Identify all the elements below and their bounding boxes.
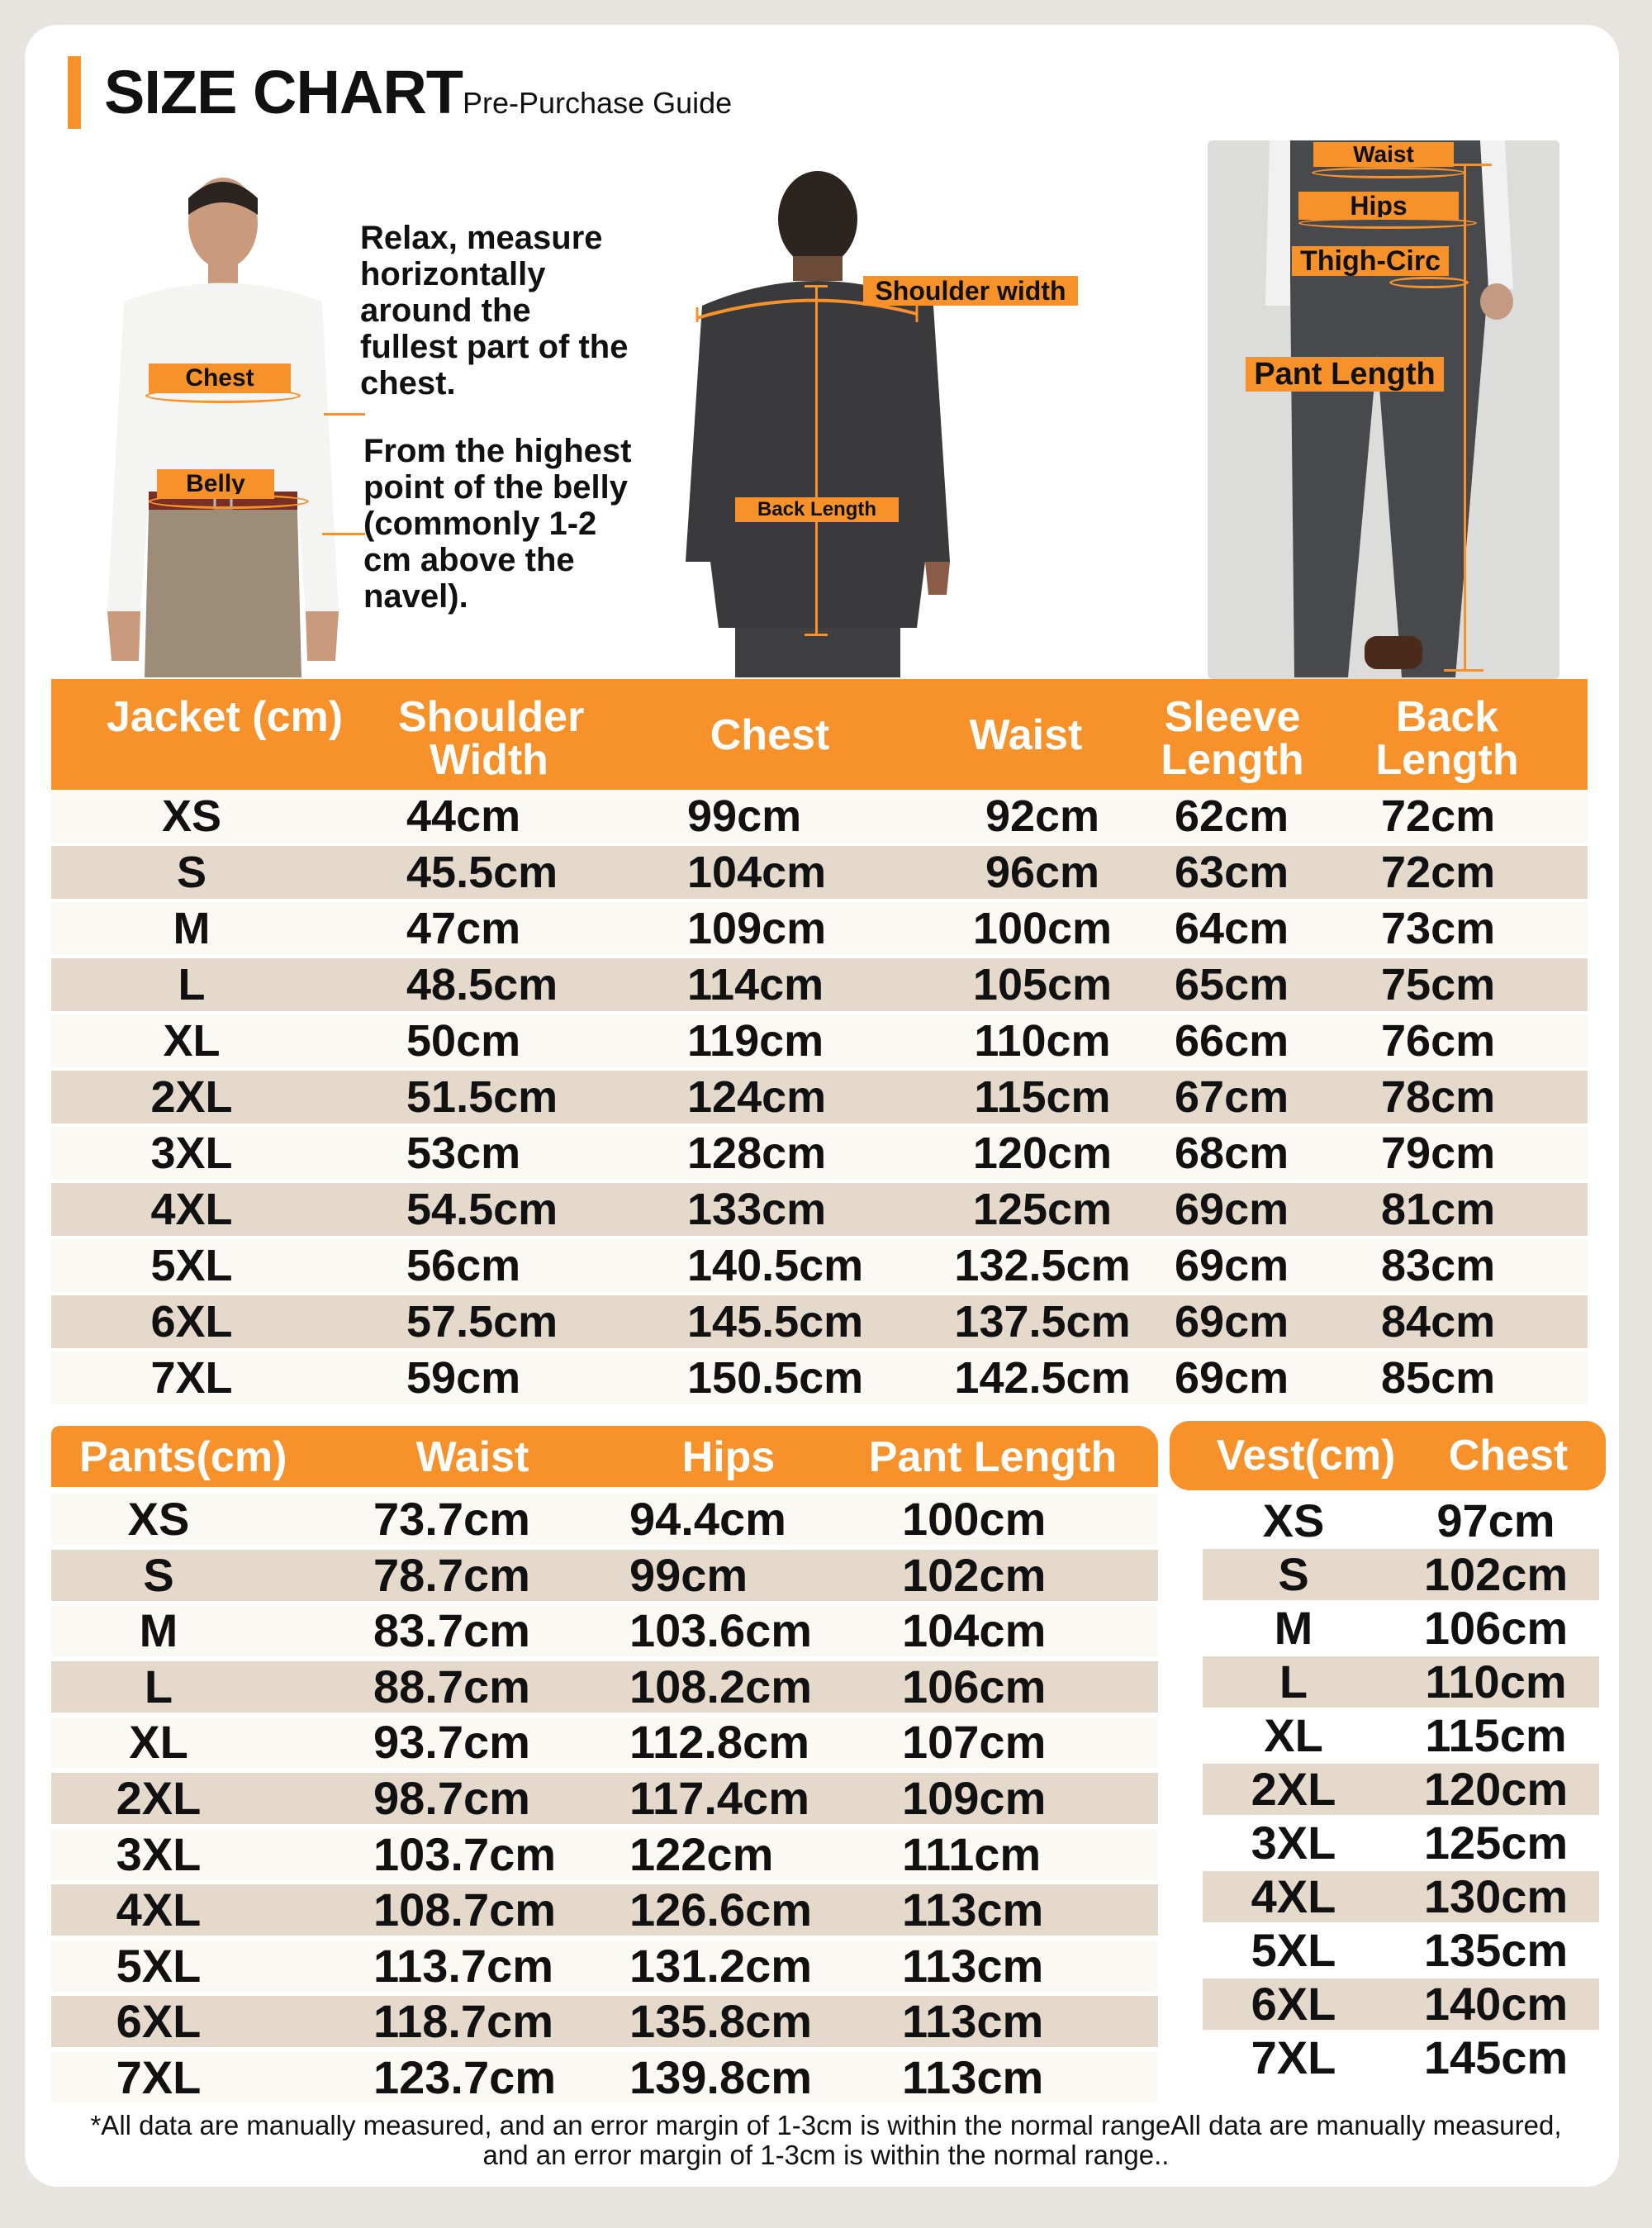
- table-cell: 45.5cm: [406, 848, 558, 897]
- table-cell: 69cm: [1175, 1185, 1289, 1234]
- table-cell: 139.8cm: [629, 2051, 813, 2103]
- pants-col-length: Pant Length: [868, 1433, 1118, 1481]
- table-cell: 67cm: [1175, 1072, 1289, 1122]
- table-cell: 130cm: [1423, 1870, 1569, 1922]
- table-cell: 84cm: [1381, 1297, 1496, 1347]
- table-row: [51, 1295, 1588, 1348]
- table-cell: XS: [127, 1493, 190, 1545]
- belly-leader-line: [322, 533, 365, 535]
- belly-instruction: From the highest point of the belly (commonly 1-2 cm above the navel).: [363, 433, 632, 615]
- chest-label: Chest: [149, 363, 291, 393]
- table-cell: M: [173, 904, 211, 953]
- table-cell: 103.7cm: [373, 1827, 557, 1880]
- table-cell: 47cm: [406, 904, 521, 953]
- table-cell: 111cm: [902, 1827, 1042, 1880]
- jacket-col-back: Back Length: [1375, 693, 1519, 784]
- table-row: [51, 790, 1588, 843]
- table-cell: 108.2cm: [629, 1660, 813, 1713]
- table-cell: 79cm: [1381, 1128, 1496, 1178]
- back-length-label: Back Length: [735, 497, 899, 522]
- table-cell: 69cm: [1175, 1241, 1289, 1290]
- table-cell: 5XL: [116, 1939, 202, 1992]
- table-cell: 3XL: [116, 1827, 202, 1880]
- table-cell: 88.7cm: [373, 1660, 530, 1713]
- table-row: [1203, 1979, 1599, 2030]
- table-cell: 133cm: [687, 1185, 827, 1234]
- table-cell: 7XL: [116, 2051, 202, 2103]
- page-title: SIZE CHART: [104, 58, 463, 126]
- table-cell: 50cm: [406, 1016, 521, 1066]
- table-cell: 81cm: [1381, 1185, 1496, 1234]
- table-cell: 6XL: [150, 1297, 233, 1347]
- table-cell: 104cm: [687, 848, 827, 897]
- table-cell: 125cm: [1423, 1817, 1569, 1869]
- jacket-col-shoulder: Shoulder Width: [398, 693, 585, 784]
- table-cell: 100cm: [972, 904, 1113, 953]
- table-cell: 54.5cm: [406, 1185, 558, 1234]
- table-cell: 78cm: [1381, 1072, 1496, 1122]
- table-cell: 99cm: [629, 1548, 748, 1601]
- table-cell: 110cm: [1425, 1656, 1567, 1708]
- table-row: [51, 902, 1588, 955]
- table-cell: 78.7cm: [373, 1548, 530, 1601]
- table-row: [51, 1014, 1588, 1067]
- table-cell: 115cm: [1425, 1709, 1567, 1761]
- table-cell: 2XL: [150, 1072, 233, 1122]
- table-cell: 104cm: [902, 1604, 1047, 1657]
- table-cell: 137.5cm: [954, 1297, 1131, 1347]
- hips-label: Hips: [1298, 192, 1459, 220]
- table-row: [1203, 1925, 1599, 1976]
- table-row: [51, 1884, 1158, 1936]
- table-cell: 6XL: [116, 1995, 202, 2048]
- chest-measure-line: [145, 388, 301, 403]
- table-cell: 99cm: [687, 791, 802, 841]
- table-cell: 7XL: [1251, 2031, 1336, 2083]
- table-cell: XL: [129, 1716, 188, 1769]
- man-back-illustration: [677, 165, 1123, 677]
- table-cell: 106cm: [1423, 1602, 1569, 1654]
- table-cell: 72cm: [1381, 791, 1496, 841]
- table-cell: 109cm: [687, 904, 827, 953]
- table-cell: 5XL: [150, 1241, 233, 1290]
- table-row: [1203, 2032, 1599, 2083]
- table-cell: L: [1279, 1656, 1308, 1708]
- table-cell: 150.5cm: [687, 1353, 864, 1403]
- pant-length-label: Pant Length: [1246, 357, 1444, 392]
- waist-label: Waist: [1313, 142, 1454, 167]
- jacket-col-size: Jacket (cm): [106, 693, 344, 741]
- thigh-circ-label: Thigh-Circ: [1292, 246, 1449, 276]
- table-cell: 102cm: [1423, 1548, 1569, 1600]
- table-cell: 73.7cm: [373, 1493, 530, 1545]
- table-cell: 48.5cm: [406, 960, 558, 1009]
- table-cell: 122cm: [629, 1827, 774, 1880]
- table-cell: 83.7cm: [373, 1604, 530, 1657]
- table-cell: 140cm: [1423, 1978, 1569, 2030]
- table-row: [51, 958, 1588, 1011]
- table-cell: 120cm: [1423, 1763, 1569, 1815]
- thigh-measure-line: [1389, 277, 1469, 288]
- table-cell: 107cm: [902, 1716, 1047, 1769]
- table-row: [1203, 1710, 1599, 1761]
- table-cell: 2XL: [1251, 1763, 1336, 1815]
- jacket-table-header: [51, 679, 1588, 790]
- table-cell: 132.5cm: [954, 1241, 1131, 1290]
- table-row: [1203, 1549, 1599, 1600]
- table-row: [51, 1550, 1158, 1601]
- table-cell: 113.7cm: [373, 1939, 553, 1992]
- table-cell: XS: [161, 791, 222, 841]
- table-cell: 124cm: [687, 1072, 827, 1122]
- table-cell: 117.4cm: [629, 1772, 809, 1824]
- table-cell: 93.7cm: [373, 1716, 530, 1769]
- table-cell: 128cm: [687, 1128, 827, 1178]
- page-subtitle: Pre-Purchase Guide: [463, 86, 733, 120]
- table-cell: 145.5cm: [687, 1297, 864, 1347]
- table-cell: M: [1274, 1602, 1313, 1654]
- table-cell: 102cm: [902, 1548, 1047, 1601]
- table-cell: 113cm: [902, 1939, 1044, 1992]
- table-cell: 65cm: [1175, 960, 1289, 1009]
- table-cell: 3XL: [150, 1128, 233, 1178]
- table-cell: 72cm: [1381, 848, 1496, 897]
- table-cell: 113cm: [902, 2051, 1044, 2103]
- table-row: [51, 1183, 1588, 1236]
- table-cell: 97cm: [1436, 1494, 1555, 1546]
- table-row: [1203, 1764, 1599, 1815]
- pants-col-size: Pants(cm): [79, 1433, 287, 1481]
- table-cell: 96cm: [985, 848, 1100, 897]
- table-cell: 83cm: [1381, 1241, 1496, 1290]
- belly-measure-line: [149, 494, 309, 509]
- table-cell: 135cm: [1423, 1924, 1569, 1976]
- table-cell: 140.5cm: [687, 1241, 864, 1290]
- pants-table-header: [51, 1426, 1158, 1487]
- table-row: [51, 1352, 1588, 1404]
- table-cell: 142.5cm: [954, 1353, 1131, 1403]
- belly-label: Belly: [157, 469, 274, 499]
- table-cell: 105cm: [972, 960, 1113, 1009]
- vest-col-chest: Chest: [1448, 1432, 1569, 1480]
- pant-length-top-cap: [1452, 164, 1492, 166]
- pants-measure-figure: [1208, 140, 1559, 679]
- table-cell: 106cm: [902, 1660, 1047, 1713]
- table-cell: S: [176, 848, 207, 897]
- table-cell: 123.7cm: [373, 2051, 557, 2103]
- table-cell: 4XL: [116, 1884, 202, 1936]
- table-cell: 145cm: [1423, 2031, 1569, 2083]
- table-row: [51, 2052, 1158, 2103]
- table-cell: M: [139, 1604, 178, 1657]
- table-cell: 85cm: [1381, 1353, 1496, 1403]
- vest-table-header: [1170, 1421, 1606, 1490]
- table-row: [51, 1605, 1158, 1656]
- jacket-col-chest: Chest: [710, 711, 830, 759]
- table-cell: 68cm: [1175, 1128, 1289, 1178]
- table-row: [51, 1239, 1588, 1292]
- table-cell: 119cm: [687, 1016, 824, 1066]
- table-cell: 114cm: [687, 960, 824, 1009]
- table-cell: 66cm: [1175, 1016, 1289, 1066]
- table-cell: L: [144, 1660, 173, 1713]
- table-row: [51, 1996, 1158, 2047]
- title-accent-bar: [68, 56, 81, 129]
- table-cell: 64cm: [1175, 904, 1289, 953]
- table-cell: 100cm: [902, 1493, 1047, 1545]
- table-cell: XL: [163, 1016, 221, 1066]
- table-cell: XL: [1264, 1709, 1323, 1761]
- table-cell: 75cm: [1381, 960, 1496, 1009]
- table-cell: 56cm: [406, 1241, 521, 1290]
- back-length-top-cap: [805, 285, 828, 287]
- front-measure-figure: [91, 165, 355, 677]
- waist-measure-line: [1312, 167, 1465, 178]
- table-cell: 110cm: [974, 1016, 1111, 1066]
- table-cell: 51.5cm: [406, 1072, 558, 1122]
- table-cell: 62cm: [1175, 791, 1289, 841]
- table-cell: 69cm: [1175, 1353, 1289, 1403]
- pant-length-line: [1464, 165, 1466, 669]
- hips-measure-line: [1298, 217, 1477, 229]
- table-cell: 44cm: [406, 791, 521, 841]
- vest-col-size: Vest(cm): [1216, 1432, 1396, 1480]
- man-front-illustration: [91, 165, 355, 677]
- back-length-bottom-cap: [805, 634, 828, 636]
- table-cell: 94.4cm: [629, 1493, 786, 1545]
- table-cell: S: [143, 1548, 174, 1601]
- table-row: [51, 1127, 1588, 1180]
- table-cell: 6XL: [1251, 1978, 1336, 2030]
- table-cell: 98.7cm: [373, 1772, 530, 1824]
- table-cell: L: [178, 960, 206, 1009]
- table-row: [1203, 1656, 1599, 1708]
- table-cell: 126.6cm: [629, 1884, 813, 1936]
- table-row: [1203, 1817, 1599, 1869]
- table-cell: 53cm: [406, 1128, 521, 1178]
- table-cell: 7XL: [150, 1353, 233, 1403]
- table-cell: 118.7cm: [373, 1995, 553, 2048]
- table-row: [51, 1717, 1158, 1768]
- table-cell: XS: [1262, 1494, 1325, 1546]
- pant-length-bottom-cap: [1444, 669, 1483, 672]
- table-cell: S: [1278, 1548, 1309, 1600]
- table-cell: 2XL: [116, 1772, 202, 1824]
- table-cell: 76cm: [1381, 1016, 1496, 1066]
- back-length-line: [815, 287, 818, 634]
- table-cell: 3XL: [1251, 1817, 1336, 1869]
- table-cell: 109cm: [902, 1772, 1047, 1824]
- table-cell: 113cm: [902, 1884, 1044, 1936]
- table-row: [1203, 1495, 1599, 1546]
- table-cell: 4XL: [150, 1185, 233, 1234]
- table-cell: 73cm: [1381, 904, 1496, 953]
- shoulder-width-label: Shoulder width: [863, 276, 1078, 306]
- table-row: [51, 1773, 1158, 1824]
- table-cell: 125cm: [972, 1185, 1113, 1234]
- jacket-col-sleeve: Sleeve Length: [1161, 693, 1304, 784]
- table-row: [51, 1494, 1158, 1545]
- chest-leader-line: [324, 413, 365, 416]
- table-cell: 5XL: [1251, 1924, 1336, 1976]
- table-cell: 113cm: [902, 1995, 1044, 2048]
- back-measure-figure: [677, 165, 1123, 677]
- table-row: [1203, 1603, 1599, 1654]
- jacket-col-waist: Waist: [969, 711, 1083, 759]
- table-cell: 63cm: [1175, 848, 1289, 897]
- pants-col-waist: Waist: [415, 1433, 529, 1481]
- table-cell: 115cm: [974, 1072, 1111, 1122]
- table-cell: 120cm: [972, 1128, 1113, 1178]
- table-row: [51, 1941, 1158, 1992]
- table-cell: 103.6cm: [629, 1604, 813, 1657]
- footnote: *All data are manually measured, and an error margin of 1-3cm is within the normal rangeAll data are manually measured, and an error margin of 1-3cm is within the normal range..: [90, 2110, 1562, 2170]
- chest-instruction: Relax, measure horizontally around the fullest part of the chest.: [360, 220, 629, 401]
- table-cell: 135.8cm: [629, 1995, 813, 2048]
- table-cell: 57.5cm: [406, 1297, 558, 1347]
- table-cell: 131.2cm: [629, 1939, 813, 1992]
- table-row: [51, 846, 1588, 899]
- table-row: [51, 1661, 1158, 1713]
- table-cell: 4XL: [1251, 1870, 1336, 1922]
- table-cell: 92cm: [985, 791, 1100, 841]
- table-row: [51, 1071, 1588, 1124]
- table-cell: 112.8cm: [629, 1716, 809, 1769]
- pants-col-hips: Hips: [681, 1433, 776, 1481]
- table-cell: 69cm: [1175, 1297, 1289, 1347]
- table-row: [1203, 1871, 1599, 1922]
- table-row: [51, 1829, 1158, 1880]
- table-cell: 59cm: [406, 1353, 521, 1403]
- table-cell: 108.7cm: [373, 1884, 557, 1936]
